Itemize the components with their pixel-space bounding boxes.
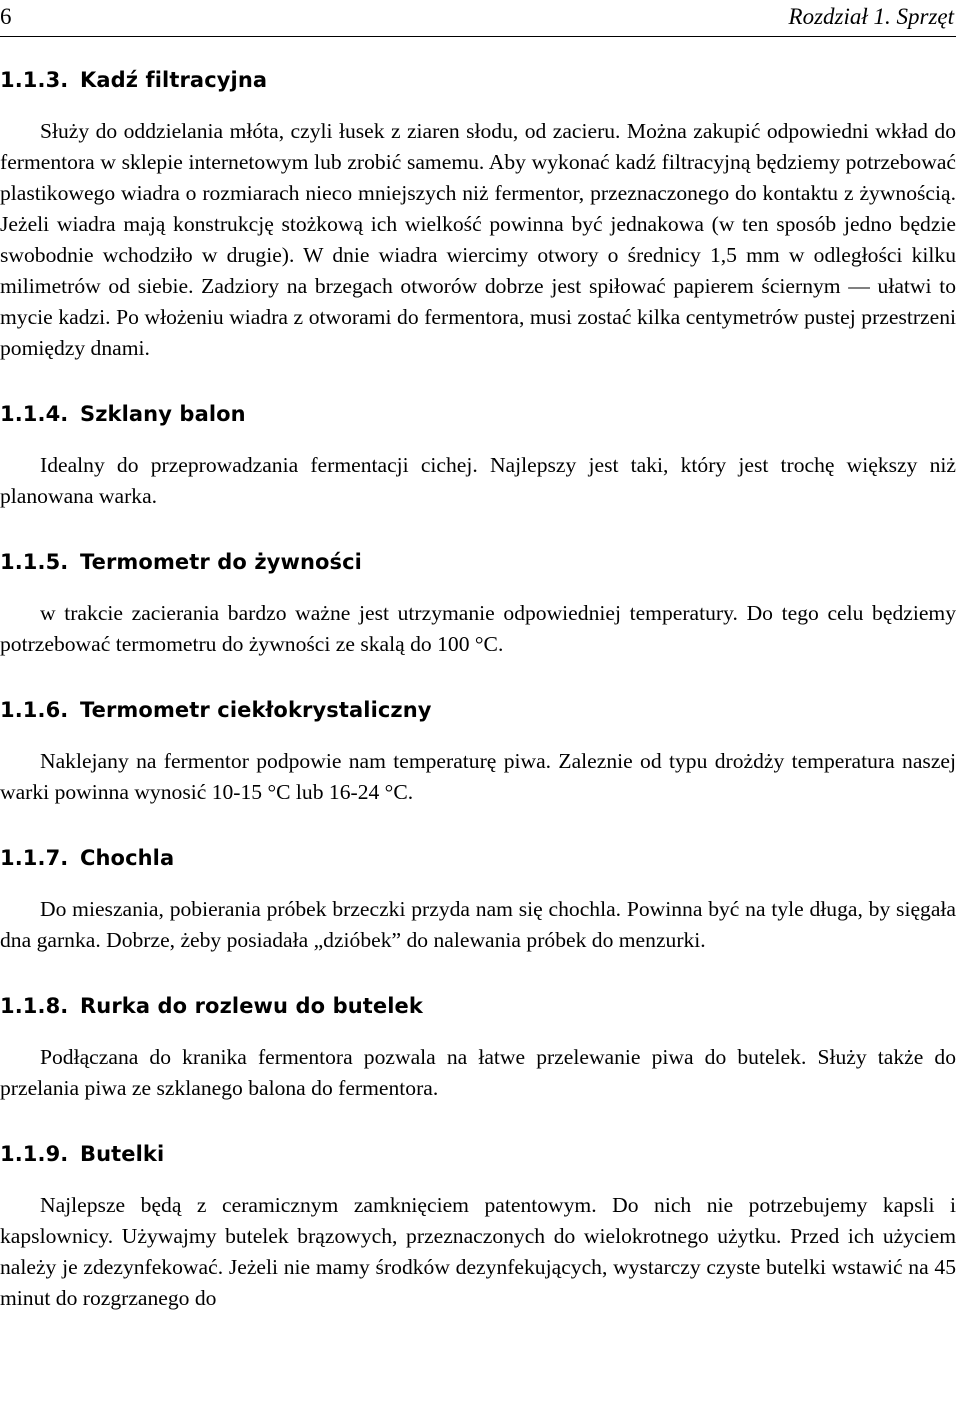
section-number: 1.1.3. xyxy=(0,68,69,92)
section-paragraph: Służy do oddzielania młóta, czyli łusek z ziaren słodu, od zacieru. Można zakupić odpowiedni wkład do fermentora w sklepie internetowym lub zrobić samemu. Aby wykonać kadź filtracyjną będziemy potrzebować plastikowego wiadra o rozmiarach nieco mniejszych niż fermentor, przeznaczonego do kontaktu z żywnością. Jeżeli wiadra mają konstrukcję stożkową ich wielkość powinna być jednakowa (w ten sposób jedno będzie swobodnie wchodziło w drugie). W dnie wiadra wiercimy otwory o średnicy 1,5 mm w odległości kilku milimetrów od siebie. Zadziory na brzegach otworów dobrze jest spiłować papierem ściernym — ułatwi to mycie kadzi. Po włożeniu wiadra z otworami do fermentora, musi zostać kilka centymetrów pustej przestrzeni pomiędzy dnami. xyxy=(0,119,956,360)
section-termometr-cieklokrystaliczny xyxy=(0,690,956,808)
section-heading xyxy=(0,838,956,878)
section-heading xyxy=(0,60,956,100)
section-kadz-filtracyjna xyxy=(0,60,956,364)
section-heading xyxy=(0,986,956,1026)
section-paragraph: Idealny do przeprowadzania fermentacji cichej. Najlepszy jest taki, który jest trochę większy niż planowana warka. xyxy=(0,453,956,508)
section-title: Chochla xyxy=(80,846,175,870)
section-title: Termometr do żywności xyxy=(80,550,362,574)
page-number: 6 xyxy=(0,4,12,29)
section-heading xyxy=(0,542,956,582)
section-butelki xyxy=(0,1134,956,1314)
section-paragraph: w trakcie zacierania bardzo ważne jest utrzymanie odpowiedniej temperatury. Do tego celu będziemy potrzebować termometru do żywności ze skalą do 100 °C. xyxy=(0,601,956,656)
section-rurka-do-rozlewu xyxy=(0,986,956,1104)
section-number: 1.1.5. xyxy=(0,550,69,574)
section-number: 1.1.8. xyxy=(0,994,69,1018)
section-heading xyxy=(0,690,956,730)
chapter-title: Rozdział 1. Sprzęt xyxy=(788,4,954,29)
section-termometr-do-zywnosci xyxy=(0,542,956,660)
running-header xyxy=(0,2,956,37)
section-paragraph: Najlepsze będą z ceramicznym zamknięciem patentowym. Do nich nie potrzebujemy kapsli i kapslownicy. Używajmy butelek brązowych, przeznaczonych do wielokrotnego użytku. Przed ich użyciem należy je zdezynfekować. Jeżeli nie mamy środków dezynfekujących, wystarczy czyste butelki wstawić na 45 minut do rozgrzanego do xyxy=(0,1193,956,1310)
section-chochla xyxy=(0,838,956,956)
section-number: 1.1.7. xyxy=(0,846,69,870)
section-number: 1.1.9. xyxy=(0,1142,69,1166)
section-title: Butelki xyxy=(80,1142,165,1166)
section-szklany-balon xyxy=(0,394,956,512)
section-title: Szklany balon xyxy=(80,402,246,426)
section-heading xyxy=(0,394,956,434)
page-body xyxy=(0,60,956,1344)
section-paragraph: Podłączana do kranika fermentora pozwala na łatwe przelewanie piwa do butelek. Służy także do przelania piwa ze szklanego balona do fermentora. xyxy=(0,1045,956,1100)
section-title: Termometr ciekłokrystaliczny xyxy=(80,698,432,722)
section-title: Rurka do rozlewu do butelek xyxy=(80,994,423,1018)
section-number: 1.1.4. xyxy=(0,402,69,426)
section-number: 1.1.6. xyxy=(0,698,69,722)
section-title: Kadź filtracyjna xyxy=(80,68,268,92)
section-heading xyxy=(0,1134,956,1174)
section-paragraph: Do mieszania, pobierania próbek brzeczki przyda nam się chochla. Powinna być na tyle długa, by sięgała dna garnka. Dobrze, żeby posiadała „dzióbek” do nalewania próbek do menzurki. xyxy=(0,897,956,952)
section-paragraph: Naklejany na fermentor podpowie nam temperaturę piwa. Zaleznie od typu drożdży temperatura naszej warki powinna wynosić 10-15 °C lub 16-24 °C. xyxy=(0,749,956,804)
